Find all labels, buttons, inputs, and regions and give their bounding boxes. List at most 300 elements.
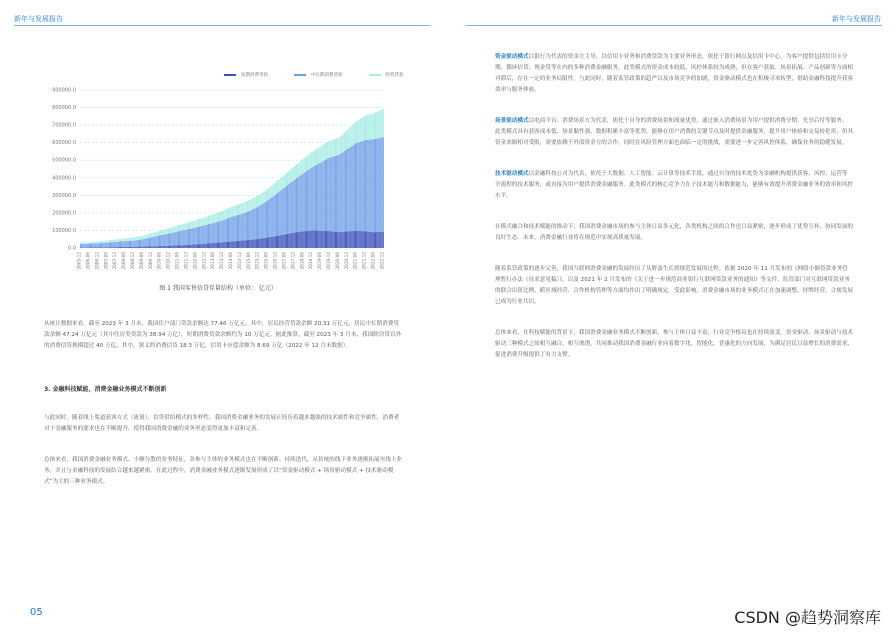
bar-中长期消费贷款 bbox=[91, 244, 92, 248]
bar-中长期消费贷款 bbox=[342, 153, 343, 232]
bar-中长期消费贷款 bbox=[121, 241, 122, 247]
bar-经营贷款 bbox=[292, 168, 293, 182]
bar-中长期消费贷款 bbox=[304, 173, 305, 232]
bar-经营贷款 bbox=[129, 238, 130, 241]
section-title: 3. 金融科技赋能，消费金融业务模式不断创新 bbox=[44, 386, 167, 393]
bar-短期消费贷款 bbox=[319, 231, 320, 248]
bar-中长期消费贷款 bbox=[215, 222, 216, 242]
bar-短期消费贷款 bbox=[341, 232, 342, 248]
bar-中长期消费贷款 bbox=[254, 209, 255, 240]
bar-中长期消费贷款 bbox=[373, 139, 374, 232]
bar-经营贷款 bbox=[121, 239, 122, 242]
bar-经营贷款 bbox=[357, 120, 358, 142]
bar-短期消费贷款 bbox=[140, 247, 141, 248]
bar-中长期消费贷款 bbox=[127, 241, 128, 247]
tech-model-label: 技术驱动模式 bbox=[495, 171, 529, 177]
bar-经营贷款 bbox=[316, 149, 317, 165]
right-text-column bbox=[495, 52, 853, 381]
bar-中长期消费贷款 bbox=[283, 189, 284, 235]
bar-短期消费贷款 bbox=[216, 243, 217, 248]
bar-短期消费贷款 bbox=[363, 231, 364, 248]
bar-短期消费贷款 bbox=[109, 247, 110, 248]
bar-短期消费贷款 bbox=[111, 247, 112, 248]
bar-短期消费贷款 bbox=[146, 246, 147, 248]
bar-经营贷款 bbox=[158, 231, 159, 235]
bar-短期消费贷款 bbox=[361, 231, 362, 248]
bar-中长期消费贷款 bbox=[249, 211, 250, 240]
bar-经营贷款 bbox=[174, 227, 175, 233]
bar-经营贷款 bbox=[106, 241, 107, 243]
x-tick-label: 2009-12 bbox=[147, 252, 153, 270]
bar-中长期消费贷款 bbox=[184, 230, 185, 245]
bar-中长期消费贷款 bbox=[337, 155, 338, 232]
bar-短期消费贷款 bbox=[305, 231, 306, 248]
bar-中长期消费贷款 bbox=[314, 166, 315, 231]
bar-经营贷款 bbox=[120, 239, 121, 242]
bar-经营贷款 bbox=[115, 240, 116, 242]
x-tick-label: 2021-06 bbox=[352, 252, 358, 270]
bar-短期消费贷款 bbox=[241, 241, 242, 248]
bar-经营贷款 bbox=[264, 191, 265, 202]
bar-中长期消费贷款 bbox=[209, 224, 210, 243]
x-tick-label: 2018-06 bbox=[299, 252, 305, 270]
bar-短期消费贷款 bbox=[311, 231, 312, 248]
x-tick-label: 2015-06 bbox=[245, 252, 251, 270]
bar-短期消费贷款 bbox=[100, 247, 101, 248]
bar-短期消费贷款 bbox=[178, 245, 179, 248]
bar-短期消费贷款 bbox=[200, 244, 201, 248]
bar-中长期消费贷款 bbox=[368, 140, 369, 232]
bar-经营贷款 bbox=[285, 174, 286, 187]
bar-经营贷款 bbox=[86, 242, 87, 244]
bar-中长期消费贷款 bbox=[177, 232, 178, 246]
bar-中长期消费贷款 bbox=[253, 209, 254, 239]
bar-中长期消费贷款 bbox=[100, 243, 101, 247]
bar-经营贷款 bbox=[84, 242, 85, 243]
bar-短期消费贷款 bbox=[223, 242, 224, 248]
bar-中长期消费贷款 bbox=[132, 241, 133, 247]
bar-经营贷款 bbox=[195, 220, 196, 227]
page-number: 05 bbox=[30, 607, 43, 618]
bar-经营贷款 bbox=[270, 186, 271, 198]
bar-短期消费贷款 bbox=[255, 239, 256, 248]
bar-短期消费贷款 bbox=[123, 247, 124, 248]
bar-短期消费贷款 bbox=[103, 247, 104, 248]
bar-中长期消费贷款 bbox=[241, 214, 242, 241]
bar-中长期消费贷款 bbox=[92, 244, 93, 248]
bar-经营贷款 bbox=[210, 215, 211, 224]
bar-中长期消费贷款 bbox=[265, 202, 266, 238]
bar-中长期消费贷款 bbox=[185, 230, 186, 245]
bar-中长期消费贷款 bbox=[338, 155, 339, 232]
bar-经营贷款 bbox=[166, 229, 167, 234]
bar-短期消费贷款 bbox=[278, 236, 279, 248]
bar-中长期消费贷款 bbox=[349, 147, 350, 231]
bar-短期消费贷款 bbox=[308, 231, 309, 248]
bar-经营贷款 bbox=[172, 227, 173, 233]
left-text-column bbox=[44, 319, 404, 508]
bar-短期消费贷款 bbox=[185, 245, 186, 248]
bar-中长期消费贷款 bbox=[361, 142, 362, 232]
bar-短期消费贷款 bbox=[367, 232, 368, 248]
bar-短期消费贷款 bbox=[137, 247, 138, 248]
bar-中长期消费贷款 bbox=[334, 156, 335, 231]
bar-中长期消费贷款 bbox=[319, 163, 320, 231]
bar-短期消费贷款 bbox=[179, 245, 180, 248]
legend-item-business: 经营贷款 bbox=[369, 72, 404, 78]
bar-短期消费贷款 bbox=[264, 238, 265, 248]
bar-中长期消费贷款 bbox=[363, 141, 364, 231]
right-paragraph-1: 资金驱动模式以银行为代表的资金方主导，以信用卡业务和消费贷款为主要业务形态，依托于银行网点及信用卡中心，为客户提供包括信用卡分期、循环信贷、现金贷等在内的多种消费金融服务。此类模式的资金成本较低，风控体系较为成熟，但在客户获取、场景拓展、产品创新等方面相对滞后，存在一定的业务局限性。与此同时，随着监管政策的趋严以及市场竞争的加剧，资金驱动模式也在积极寻求转型，借助金融科技提升获客效率与服务体验。 bbox=[495, 54, 854, 93]
bar-短期消费贷款 bbox=[336, 232, 337, 248]
bar-中长期消费贷款 bbox=[316, 165, 317, 231]
bar-经营贷款 bbox=[260, 194, 261, 205]
bar-中长期消费贷款 bbox=[236, 216, 237, 241]
bar-中长期消费贷款 bbox=[251, 210, 252, 240]
bar-经营贷款 bbox=[148, 234, 149, 238]
x-tick-label: 2014-06 bbox=[228, 252, 233, 270]
bar-经营贷款 bbox=[178, 225, 179, 231]
bar-中长期消费贷款 bbox=[352, 146, 353, 231]
bar-经营贷款 bbox=[362, 118, 363, 142]
bar-经营贷款 bbox=[189, 222, 190, 229]
bar-经营贷款 bbox=[312, 152, 313, 167]
bar-经营贷款 bbox=[142, 236, 143, 240]
bar-短期消费贷款 bbox=[141, 247, 142, 248]
bar-中长期消费贷款 bbox=[313, 167, 314, 231]
bar-经营贷款 bbox=[199, 219, 200, 227]
bar-短期消费贷款 bbox=[208, 243, 209, 248]
bar-中长期消费贷款 bbox=[159, 235, 160, 246]
bar-经营贷款 bbox=[175, 226, 176, 232]
bar-短期消费贷款 bbox=[250, 240, 251, 248]
bar-中长期消费贷款 bbox=[160, 235, 161, 246]
bar-经营贷款 bbox=[188, 222, 189, 229]
bar-经营贷款 bbox=[284, 175, 285, 188]
bar-短期消费贷款 bbox=[207, 243, 208, 248]
bar-中长期消费贷款 bbox=[122, 241, 123, 247]
bar-中长期消费贷款 bbox=[250, 210, 251, 239]
bar-中长期消费贷款 bbox=[380, 138, 381, 232]
bar-经营贷款 bbox=[218, 212, 219, 221]
bar-短期消费贷款 bbox=[280, 235, 281, 248]
bar-短期消费贷款 bbox=[356, 231, 357, 248]
bar-经营贷款 bbox=[276, 182, 277, 194]
bar-经营贷款 bbox=[146, 235, 147, 239]
bar-短期消费贷款 bbox=[306, 231, 307, 248]
bar-经营贷款 bbox=[235, 206, 236, 216]
bar-经营贷款 bbox=[223, 211, 224, 220]
bar-经营贷款 bbox=[200, 219, 201, 227]
bar-短期消费贷款 bbox=[248, 240, 249, 248]
y-tick-label: 100000.0 bbox=[52, 227, 76, 234]
bar-经营贷款 bbox=[152, 233, 153, 237]
bar-经营贷款 bbox=[99, 241, 100, 243]
bar-中长期消费贷款 bbox=[383, 137, 384, 232]
bar-中长期消费贷款 bbox=[206, 225, 207, 244]
bar-短期消费贷款 bbox=[285, 234, 286, 248]
bar-经营贷款 bbox=[382, 109, 383, 137]
bar-经营贷款 bbox=[295, 165, 296, 179]
x-tick-label: 2015-12 bbox=[254, 252, 260, 270]
bar-经营贷款 bbox=[239, 204, 240, 214]
bar-短期消费贷款 bbox=[236, 241, 237, 248]
bar-短期消费贷款 bbox=[351, 231, 352, 248]
bar-经营贷款 bbox=[366, 115, 367, 140]
bar-中长期消费贷款 bbox=[156, 236, 157, 246]
bar-短期消费贷款 bbox=[277, 236, 278, 248]
bar-中长期消费贷款 bbox=[106, 243, 107, 248]
right-paragraph-5: 随着监管政策的逐步完善，我国互联网消费金融的发展经历了从野蛮生长到规范发展的过程。依据 2020 年 11 月发布的《网络小额贷款业务管理暂行办法（征求意见稿）》，以及 2021 年 2 月发布的《关于进一步规范商业银行互联网贷款业务的通知》等文件，监管部门对互联网贷款业务的联合出资比例、跨区域经营、合作机构管理等方面均作出了明确规定。受此影响，消费金融市场的业务模式正在加速调整，持牌经营、合规发展已成为行业共识。 bbox=[495, 266, 854, 305]
bar-中长期消费贷款 bbox=[84, 244, 85, 248]
bar-中长期消费贷款 bbox=[325, 160, 326, 231]
bar-中长期消费贷款 bbox=[170, 233, 171, 246]
bar-中长期消费贷款 bbox=[348, 148, 349, 231]
bar-经营贷款 bbox=[161, 230, 162, 235]
bar-中长期消费贷款 bbox=[192, 228, 193, 244]
bar-中长期消费贷款 bbox=[130, 241, 131, 247]
bar-短期消费贷款 bbox=[170, 246, 171, 248]
bar-短期消费贷款 bbox=[292, 233, 293, 248]
bar-中长期消费贷款 bbox=[308, 170, 309, 231]
x-tick-label: 2013-12 bbox=[219, 252, 225, 270]
bar-经营贷款 bbox=[108, 240, 109, 242]
bar-中长期消费贷款 bbox=[118, 242, 119, 247]
bar-中长期消费贷款 bbox=[331, 157, 332, 231]
bar-中长期消费贷款 bbox=[221, 221, 222, 243]
bar-中长期消费贷款 bbox=[190, 229, 191, 245]
bar-中长期消费贷款 bbox=[168, 234, 169, 246]
x-tick-label: 2009-06 bbox=[138, 252, 144, 270]
bar-中长期消费贷款 bbox=[321, 162, 322, 230]
bar-经营贷款 bbox=[180, 225, 181, 231]
bar-短期消费贷款 bbox=[354, 231, 355, 248]
bar-中长期消费贷款 bbox=[298, 177, 299, 232]
bar-经营贷款 bbox=[159, 231, 160, 235]
bar-中长期消费贷款 bbox=[285, 187, 286, 234]
bar-短期消费贷款 bbox=[338, 232, 339, 248]
bar-中长期消费贷款 bbox=[98, 243, 99, 247]
bar-中长期消费贷款 bbox=[96, 243, 97, 247]
bar-中长期消费贷款 bbox=[266, 201, 267, 237]
x-tick-label: 2022-12 bbox=[379, 252, 385, 270]
bar-短期消费贷款 bbox=[97, 247, 98, 248]
bar-中长期消费贷款 bbox=[217, 222, 218, 243]
header-right-rule bbox=[466, 25, 882, 26]
bar-中长期消费贷款 bbox=[139, 240, 140, 247]
bar-中长期消费贷款 bbox=[326, 159, 327, 231]
bar-中长期消费贷款 bbox=[323, 161, 324, 231]
bar-经营贷款 bbox=[249, 200, 250, 211]
bar-经营贷款 bbox=[334, 139, 335, 156]
bar-短期消费贷款 bbox=[349, 231, 350, 248]
x-tick-label: 2022-06 bbox=[370, 252, 376, 270]
bar-经营贷款 bbox=[137, 237, 138, 240]
bar-短期消费贷款 bbox=[315, 231, 316, 248]
bar-短期消费贷款 bbox=[289, 233, 290, 248]
bar-短期消费贷款 bbox=[309, 231, 310, 248]
bar-短期消费贷款 bbox=[238, 241, 239, 248]
bar-经营贷款 bbox=[98, 242, 99, 244]
bar-短期消费贷款 bbox=[143, 247, 144, 248]
bar-中长期消费贷款 bbox=[354, 144, 355, 230]
bar-经营贷款 bbox=[347, 130, 348, 149]
bar-经营贷款 bbox=[112, 240, 113, 242]
bar-经营贷款 bbox=[325, 143, 326, 160]
bar-中长期消费贷款 bbox=[262, 204, 263, 238]
bar-短期消费贷款 bbox=[282, 235, 283, 248]
bar-中长期消费贷款 bbox=[82, 244, 83, 248]
bar-短期消费贷款 bbox=[318, 231, 319, 248]
bar-短期消费贷款 bbox=[376, 232, 377, 248]
bar-短期消费贷款 bbox=[127, 247, 128, 248]
bar-经营贷款 bbox=[287, 172, 288, 185]
bar-短期消费贷款 bbox=[198, 244, 199, 248]
bar-中长期消费贷款 bbox=[129, 241, 130, 247]
bar-经营贷款 bbox=[217, 213, 218, 222]
bar-中长期消费贷款 bbox=[312, 167, 313, 230]
bar-短期消费贷款 bbox=[348, 231, 349, 248]
bar-中长期消费贷款 bbox=[287, 185, 288, 234]
bar-中长期消费贷款 bbox=[189, 229, 190, 245]
bar-短期消费贷款 bbox=[176, 245, 177, 248]
bar-短期消费贷款 bbox=[327, 231, 328, 248]
bar-中长期消费贷款 bbox=[181, 231, 182, 246]
bar-中长期消费贷款 bbox=[208, 224, 209, 243]
left-paragraph-1: 从统计数据来看，截至 2023 年 3 月末，我国住户部门贷款余额达 77.46 万亿元。其中，居民经营贷款余额 20.31 万亿元，居民中长期消费贷款余额 47.24 万亿元（其中住房类贷款为 38.94 万亿），短期消费贷款余额约为 10 万亿元。据此推算，截至 2023 年 3 月末，我国除房贷以外的消费信贷规模超过 40 万亿。其中，狭义的消费信贷 18.3 万亿，信用卡应偿余额为 8.69 万亿（2022 年 12 月末数据）。 bbox=[44, 321, 402, 349]
bar-经营贷款 bbox=[338, 138, 339, 155]
bar-经营贷款 bbox=[123, 238, 124, 241]
bar-短期消费贷款 bbox=[131, 247, 132, 248]
bar-短期消费贷款 bbox=[108, 247, 109, 248]
bar-短期消费贷款 bbox=[265, 238, 266, 248]
bar-短期消费贷款 bbox=[139, 247, 140, 248]
bar-中长期消费贷款 bbox=[347, 149, 348, 232]
bar-短期消费贷款 bbox=[253, 240, 254, 248]
x-tick-label: 2012-06 bbox=[192, 252, 198, 270]
bar-经营贷款 bbox=[194, 221, 195, 228]
bar-经营贷款 bbox=[282, 177, 283, 190]
y-tick-label: 200000.0 bbox=[52, 210, 76, 217]
bar-中长期消费贷款 bbox=[343, 152, 344, 232]
bar-经营贷款 bbox=[88, 242, 89, 244]
bar-中长期消费贷款 bbox=[220, 221, 221, 243]
bar-中长期消费贷款 bbox=[178, 231, 179, 245]
bar-中长期消费贷款 bbox=[335, 156, 336, 232]
bar-经营贷款 bbox=[90, 242, 91, 244]
bar-经营贷款 bbox=[125, 238, 126, 241]
retail-credit-chart bbox=[38, 62, 396, 284]
bar-短期消费贷款 bbox=[153, 246, 154, 248]
bar-经营贷款 bbox=[363, 117, 364, 141]
bar-经营贷款 bbox=[378, 111, 379, 138]
bar-经营贷款 bbox=[328, 141, 329, 158]
bar-经营贷款 bbox=[331, 140, 332, 157]
bar-经营贷款 bbox=[128, 238, 129, 241]
bar-短期消费贷款 bbox=[107, 247, 108, 248]
bar-中长期消费贷款 bbox=[158, 236, 159, 246]
bar-短期消费贷款 bbox=[118, 247, 119, 248]
bar-短期消费贷款 bbox=[151, 246, 152, 248]
bar-中长期消费贷款 bbox=[239, 215, 240, 241]
bar-经营贷款 bbox=[130, 238, 131, 241]
bar-中长期消费贷款 bbox=[169, 233, 170, 245]
bar-经营贷款 bbox=[231, 207, 232, 217]
bar-中长期消费贷款 bbox=[293, 181, 294, 233]
bar-经营贷款 bbox=[342, 135, 343, 153]
bar-短期消费贷款 bbox=[243, 240, 244, 248]
bar-经营贷款 bbox=[343, 134, 344, 152]
bar-中长期消费贷款 bbox=[275, 195, 276, 236]
funding-model-label: 资金驱动模式 bbox=[495, 54, 529, 60]
bar-中长期消费贷款 bbox=[327, 159, 328, 231]
bar-中长期消费贷款 bbox=[179, 231, 180, 245]
bar-中长期消费贷款 bbox=[324, 160, 325, 230]
bar-经营贷款 bbox=[206, 217, 207, 225]
bar-中长期消费贷款 bbox=[198, 227, 199, 244]
left-paragraph-2: 与此同时，随着线上渠道获客方式（流量）、信贷供给模式的多样性，我国消费金融业务的发展正经历着越来越强的技术属性和竞争属性，消费者对于金融服务的要求也在不断提升，使得我国消费金融的业务形态变得更加丰富和完善。 bbox=[44, 415, 400, 432]
bar-中长期消费贷款 bbox=[365, 140, 366, 231]
bar-短期消费贷款 bbox=[224, 242, 225, 248]
bar-短期消费贷款 bbox=[343, 232, 344, 248]
bar-中长期消费贷款 bbox=[235, 216, 236, 241]
bar-经营贷款 bbox=[258, 195, 259, 206]
bar-短期消费贷款 bbox=[165, 246, 166, 248]
bar-短期消费贷款 bbox=[98, 247, 99, 248]
bar-短期消费贷款 bbox=[202, 244, 203, 248]
bar-中长期消费贷款 bbox=[374, 139, 375, 232]
bar-经营贷款 bbox=[153, 233, 154, 237]
bar-中长期消费贷款 bbox=[137, 240, 138, 247]
bar-中长期消费贷款 bbox=[162, 235, 163, 246]
y-tick-label: 500000.0 bbox=[52, 157, 76, 164]
bar-经营贷款 bbox=[323, 145, 324, 161]
bar-经营贷款 bbox=[182, 224, 183, 230]
bar-经营贷款 bbox=[318, 148, 319, 164]
bar-短期消费贷款 bbox=[110, 247, 111, 248]
bar-短期消费贷款 bbox=[237, 241, 238, 248]
bar-中长期消费贷款 bbox=[306, 171, 307, 231]
bar-短期消费贷款 bbox=[244, 240, 245, 248]
right-paragraph-6: 总体来看，在科技赋能的背景下，我国消费金融业务模式不断创新，参与主体日益丰富，行业竞争格局也在持续演变。资金驱动、场景驱动与技术驱动三种模式之间相互融合、相互渗透，共同推动我国消费金融行业向着数字化、智能化、普惠化的方向发展，为满足居民日益增长的消费需求、促进消费升级提供了有力支撑。 bbox=[495, 330, 854, 358]
bar-中长期消费贷款 bbox=[294, 180, 295, 233]
bar-中长期消费贷款 bbox=[145, 239, 146, 247]
bar-短期消费贷款 bbox=[352, 231, 353, 248]
bar-短期消费贷款 bbox=[263, 238, 264, 248]
bar-中长期消费贷款 bbox=[103, 243, 104, 248]
bar-经营贷款 bbox=[307, 155, 308, 170]
bar-经营贷款 bbox=[280, 178, 281, 191]
bar-经营贷款 bbox=[234, 206, 235, 216]
bar-中长期消费贷款 bbox=[167, 234, 168, 246]
bar-中长期消费贷款 bbox=[284, 188, 285, 235]
bar-中长期消费贷款 bbox=[277, 193, 278, 236]
bar-中长期消费贷款 bbox=[355, 144, 356, 231]
bar-短期消费贷款 bbox=[382, 232, 383, 248]
bar-中长期消费贷款 bbox=[290, 183, 291, 234]
bar-短期消费贷款 bbox=[296, 232, 297, 248]
bar-中长期消费贷款 bbox=[372, 139, 373, 232]
bar-短期消费贷款 bbox=[101, 247, 102, 248]
bar-短期消费贷款 bbox=[191, 245, 192, 248]
bar-经营贷款 bbox=[346, 131, 347, 150]
bar-经营贷款 bbox=[294, 166, 295, 180]
bar-经营贷款 bbox=[373, 113, 374, 139]
bar-经营贷款 bbox=[251, 199, 252, 210]
bar-中长期消费贷款 bbox=[237, 215, 238, 241]
bar-经营贷款 bbox=[259, 194, 260, 205]
bar-短期消费贷款 bbox=[273, 237, 274, 248]
